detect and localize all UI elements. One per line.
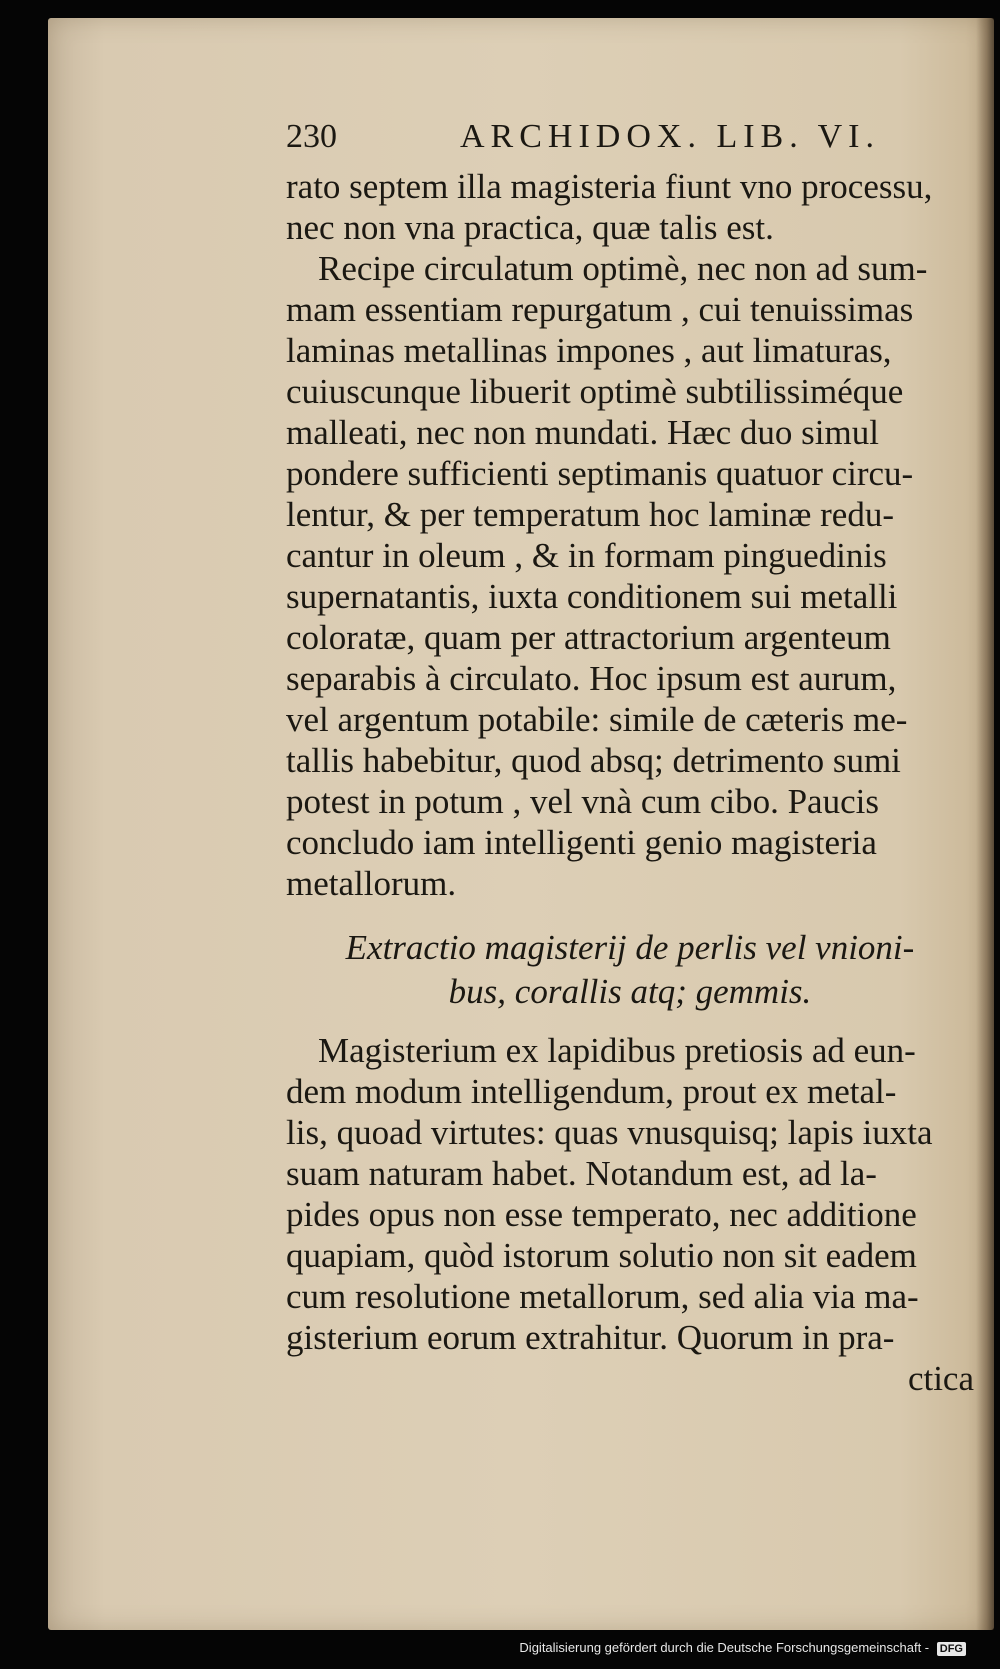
text-line: nec non vna practica, quæ talis est.	[286, 208, 774, 247]
text-line: suam naturam habet. Notandum est, ad la-	[286, 1154, 877, 1193]
section-heading	[286, 926, 974, 1014]
text-line: cuiuscunque libuerit optimè subtilissiméque	[286, 372, 904, 411]
text-line: coloratæ, quam per attractorium argenteum	[286, 618, 891, 657]
text-line: quapiam, quòd istorum solutio non sit eadem	[286, 1236, 917, 1275]
heading-line: Extractio magisterij de perlis vel vnioni-	[345, 928, 915, 967]
text-line: potest in potum , vel vnà cum cibo. Paucis	[286, 782, 879, 821]
text-line: concludo iam intelligenti genio magisteria	[286, 823, 877, 862]
text-line: Recipe circulatum optimè, nec non ad sum-	[318, 249, 928, 288]
heading-line: bus, corallis atq; gemmis.	[448, 972, 812, 1011]
text-line: vel argentum potabile: simile de cæteris me-	[286, 700, 908, 739]
digitization-credit	[0, 1640, 1000, 1662]
text-line: rato septem illa magisteria fiunt vno processu,	[286, 167, 933, 206]
text-line: metallorum.	[286, 864, 457, 903]
text-line: tallis habebitur, quod absq; detrimento sumi	[286, 741, 901, 780]
text-block	[286, 116, 974, 1399]
running-head	[286, 116, 974, 160]
text-line: gisterium eorum extrahitur. Quorum in pra-	[286, 1318, 895, 1357]
text-line: cantur in oleum , & in formam pinguedinis	[286, 536, 887, 575]
dfg-logo: DFG	[937, 1642, 966, 1656]
text-line: lentur, & per temperatum hoc laminæ redu-	[286, 495, 894, 534]
page-spine-shadow	[976, 18, 994, 1630]
text-line: malleati, nec non mundati. Hæc duo simul	[286, 413, 879, 452]
running-title: ARCHIDOX. LIB. VI.	[460, 118, 880, 155]
text-line: cum resolutione metallorum, sed alia via ma-	[286, 1277, 919, 1316]
paragraph-2	[286, 248, 974, 904]
text-line: Magisterium ex lapidibus pretiosis ad eun-	[318, 1031, 916, 1070]
paragraph-3	[286, 1030, 974, 1399]
credit-text: Digitalisierung gefördert durch die Deutsche Forschungsgemeinschaft -	[519, 1640, 930, 1655]
paragraph-1	[286, 166, 974, 248]
text-line: lis, quoad virtutes: quas vnusquisq; lapis iuxta	[286, 1113, 933, 1152]
text-line: separabis à circulato. Hoc ipsum est aurum,	[286, 659, 897, 698]
text-line: pondere sufficienti septimanis quatuor circu-	[286, 454, 914, 493]
text-line: dem modum intelligendum, prout ex metal-	[286, 1072, 897, 1111]
page-number: 230	[286, 118, 337, 155]
text-line: pides opus non esse temperato, nec additione	[286, 1195, 917, 1234]
text-line: supernatantis, iuxta conditionem sui metalli	[286, 577, 898, 616]
text-line: laminas metallinas impones , aut limaturas,	[286, 331, 892, 370]
text-line: mam essentiam repurgatum , cui tenuissimas	[286, 290, 914, 329]
book-page	[48, 18, 994, 1630]
catchword: ctica	[907, 1359, 974, 1398]
